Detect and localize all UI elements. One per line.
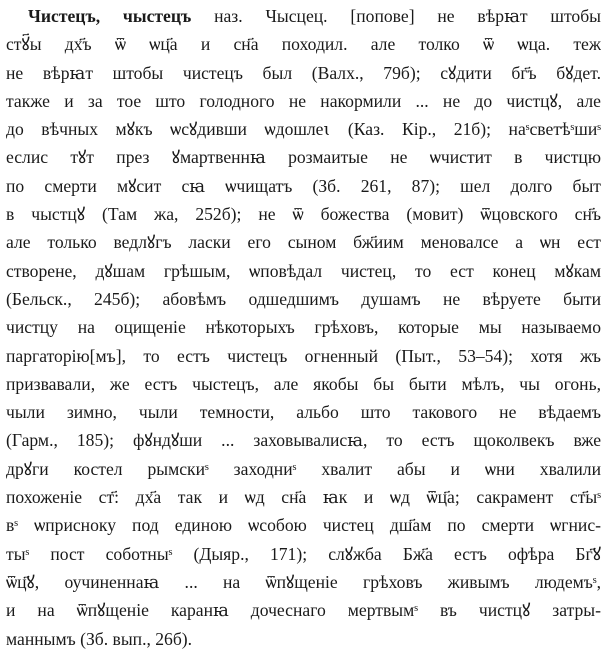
entry-line-18: похоженіе ст҃: дх҃а так и ѡд сн҃а ꙗк и ѡд ѿц҃а; сакрамент ст҃ыˢ (6, 487, 601, 508)
entry-line-16: (Гарм., 185); фꙋндꙋши ... заховывалисꙗ, то естъ щоколвекъ вже (6, 430, 601, 451)
entry-line-6: еслис тꙋт през ꙋмартвеннꙗ розмаитые не ѡчистит в чистцю (6, 147, 601, 168)
entry-line-12: чистцу на оцищеніе нѣкоторыхъ грѣховъ, которые мы называемо (6, 317, 601, 338)
entry-line-text: наз. Чысцец. [попове] не вѣрꙗт штобы (191, 6, 601, 26)
entry-line-20: тыˢ пост соботныˢ (Дыяр., 171); слꙋжба Бж҃а естъ офѣра Бг҃ꙋ (6, 543, 601, 564)
entry-line-4: также и за тое што голодного не накормили ... не до чистцꙋ, але (6, 90, 601, 111)
entry-line-8: в чыстцꙋ (Там жа, 252б); не ѿ божества (мовит) ѿцовского сн҃ъ (6, 204, 601, 225)
entry-line-7: по смерти мꙋсит сꙗ ѡчищатъ (Зб. 261, 87); шел долго быт (6, 175, 601, 196)
entry-headword: Чистецъ, чыстецъ (28, 6, 192, 26)
entry-line-22: и на ѿпꙋщеніе каранꙗ дочеснаго мертвымˢ въ чистцꙋ затры- (6, 600, 601, 621)
entry-line-21: ѿц҃ꙋ, оучиненнаꙗ ... на ѿпꙋщеніе грѣховъ живымъ людемъˢ, (6, 571, 601, 592)
entry-line-2: стꙋ҃ы дх҃ъ ѿ ѡц҃а и сн҃а походил. але толко ѿ ѡца. теж (6, 34, 601, 55)
entry-line-1 (6, 2, 601, 30)
entry-line-11: (Бельск., 245б); абовѣмъ одшедшимъ душамъ не вѣруете быти (6, 288, 601, 309)
entry-line-13: паргаторію[мъ], то естъ чистецъ огненный (Пыт., 53–54); хотя жъ (6, 345, 601, 366)
entry-line-3: не вѣрꙗт штобы чистецъ был (Валх., 79б); сꙋдити бг҃ъ бꙋдет. (6, 62, 601, 83)
entry-line-5: до вѣчных мꙋкъ ѡсꙋдивши ѡдошлеꙇ (Каз. Кір., 21б); наˢсветѣˢшиˢ (6, 119, 601, 140)
entry-line-19: вˢ ѡприсноку под единою ѡсобою чистец дш҃ам по смерти ѡгнис- (6, 515, 601, 536)
entry-line-17: дрꙋги костел рымскиˢ заходниˢ хвалит абы и ѡни хвалили (6, 458, 601, 479)
entry-line-10: створене, дꙋшам грѣшым, ѡповѣдал чистец, то ест конец мꙋкам (6, 260, 601, 281)
entry-line-9: але только ведлꙋгъ ласки его сыном бж҃иим меновалсе а ѡн ест (6, 232, 601, 253)
entry-line-15: чыли зимно, чыли темности, альбо што такового не вѣдаемъ (6, 402, 601, 423)
entry-line-23: маннымъ (Зб. вып., 26б). (6, 628, 193, 649)
entry-line-14: призвавали, же естъ чыстецъ, але якобы бы быти мѣлъ, чы огонь, (6, 373, 601, 394)
